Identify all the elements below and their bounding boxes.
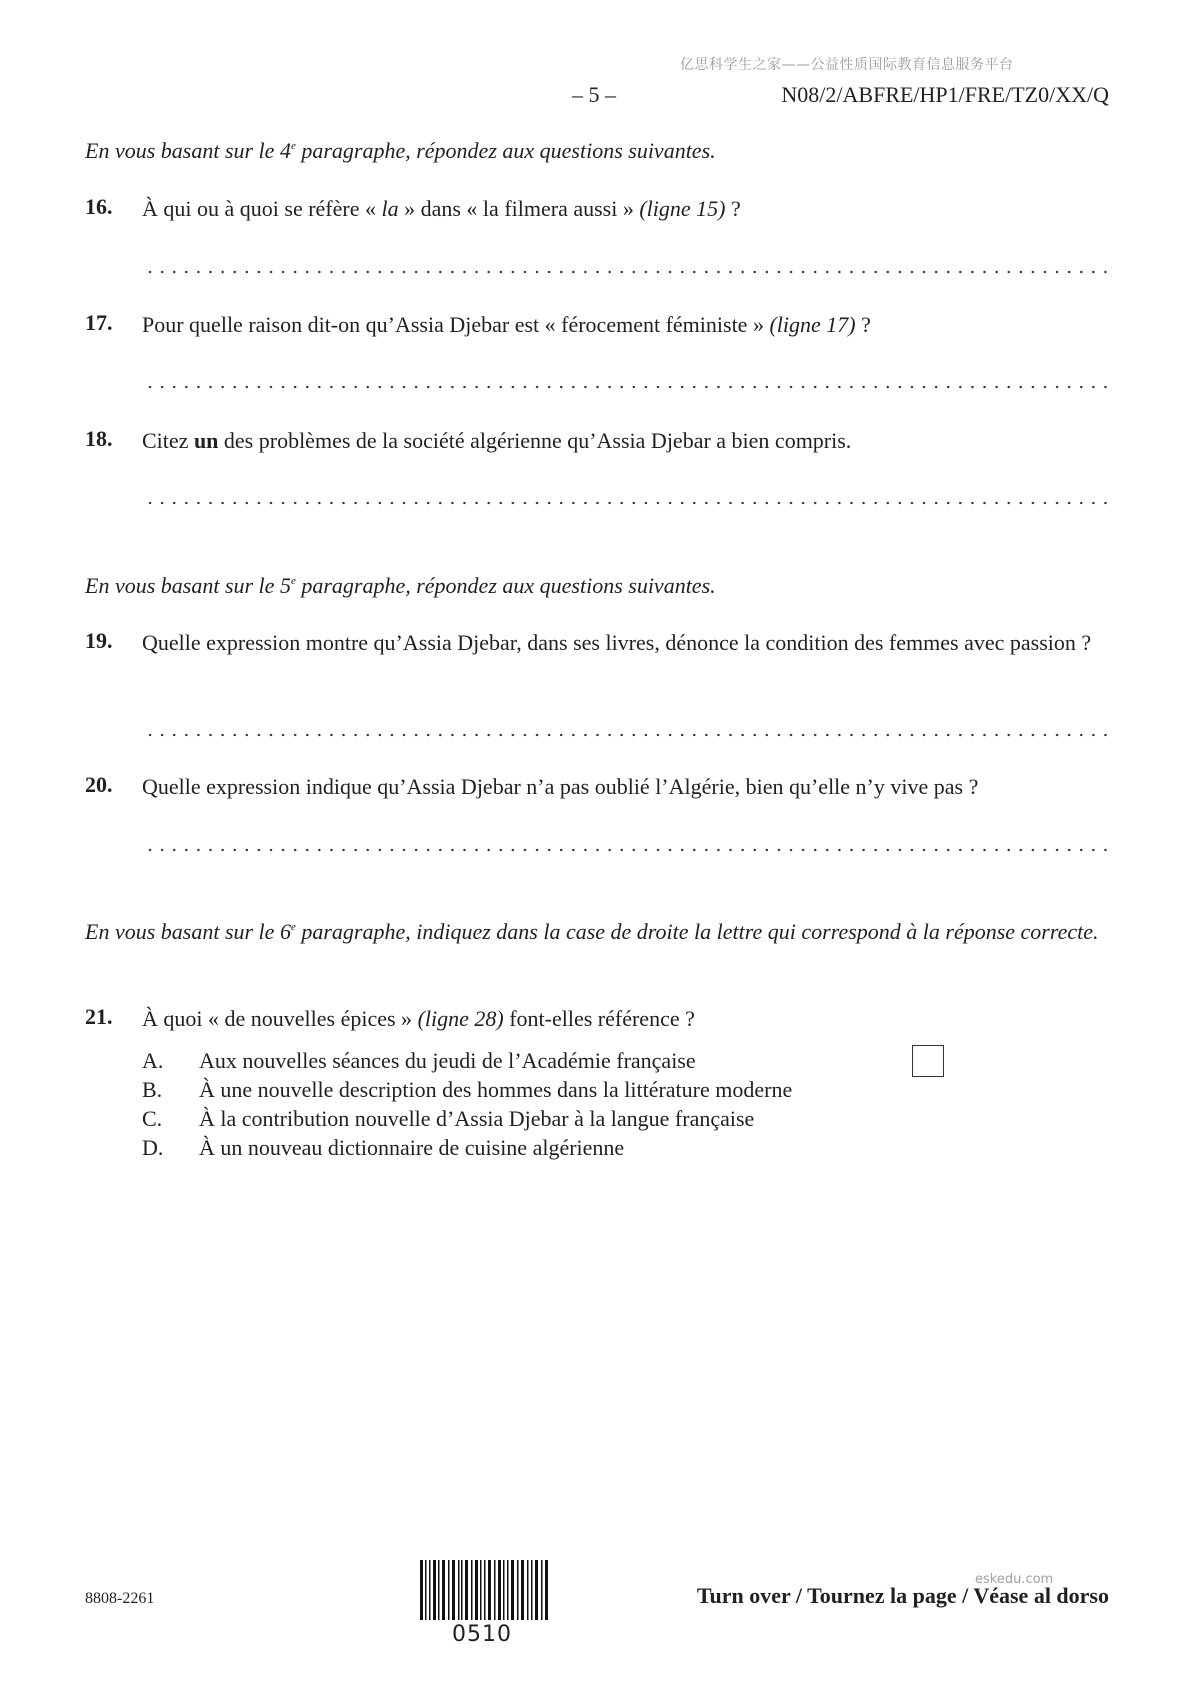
option-text-d: À un nouveau dictionnaire de cuisine algérienne	[199, 1135, 625, 1160]
option-letter-d: D.	[142, 1135, 164, 1160]
section-instruction-5: En vous basant sur le 5e paragraphe, répondez aux questions suivantes.	[85, 573, 716, 598]
section-instruction-6: En vous basant sur le 6e paragraphe, indiquez dans la case de droite la lettre qui correspond à la réponse correcte.	[85, 919, 1099, 944]
answer-line-16[interactable]	[144, 270, 1109, 274]
question-text-19: Quelle expression montre qu’Assia Djebar, dans ses livres, dénonce la condition des femmes avec passion ?	[142, 630, 1092, 655]
option-letter-c: C.	[142, 1106, 163, 1131]
option-text-a: Aux nouvelles séances du jeudi de l’Académie française	[199, 1048, 696, 1073]
question-number-20: 20.	[85, 772, 113, 797]
answer-line-19[interactable]	[144, 733, 1109, 737]
question-number-19: 19.	[85, 628, 113, 653]
question-text-21: À quoi « de nouvelles épices » (ligne 28) font-elles référence ?	[142, 1006, 695, 1031]
barcode-number: 0510	[452, 1622, 512, 1647]
answer-line-17[interactable]	[144, 385, 1109, 389]
question-number-21: 21.	[85, 1004, 113, 1029]
answer-box-21[interactable]	[912, 1045, 944, 1077]
option-letter-a: A.	[142, 1048, 164, 1073]
paper-code: N08/2/ABFRE/HP1/FRE/TZ0/XX/Q	[781, 82, 1109, 107]
footer-code: 8808-2261	[85, 1590, 155, 1607]
barcode	[420, 1560, 550, 1620]
question-number-18: 18.	[85, 426, 113, 451]
option-text-c: À la contribution nouvelle d’Assia Djebar à la langue française	[199, 1106, 755, 1131]
question-text-20: Quelle expression indique qu’Assia Djebar n’a pas oublié l’Algérie, bien qu’elle n’y vive pas ?	[142, 774, 979, 799]
question-number-17: 17.	[85, 310, 113, 335]
question-number-16: 16.	[85, 194, 113, 219]
question-text-17: Pour quelle raison dit-on qu’Assia Djebar est « férocement féministe » (ligne 17) ?	[142, 312, 871, 337]
turn-over-text: Turn over / Tournez la page / Véase al dorso	[696, 1583, 1109, 1608]
answer-line-20[interactable]	[144, 848, 1109, 852]
option-text-b: À une nouvelle description des hommes dans la littérature moderne	[199, 1077, 793, 1102]
option-letter-b: B.	[142, 1077, 163, 1102]
section-instruction-4: En vous basant sur le 4e paragraphe, répondez aux questions suivantes.	[85, 138, 716, 163]
answer-line-18[interactable]	[144, 501, 1109, 505]
question-text-16: À qui ou à quoi se réfère « la » dans « la filmera aussi » (ligne 15) ?	[142, 196, 741, 221]
footer-watermark: eskedu.com	[975, 1572, 1054, 1587]
header-watermark: 亿思科学生之家——公益性质国际教育信息服务平台	[680, 57, 1014, 73]
page-number: – 5 –	[572, 82, 616, 107]
question-text-18: Citez un des problèmes de la société algérienne qu’Assia Djebar a bien compris.	[142, 428, 852, 453]
